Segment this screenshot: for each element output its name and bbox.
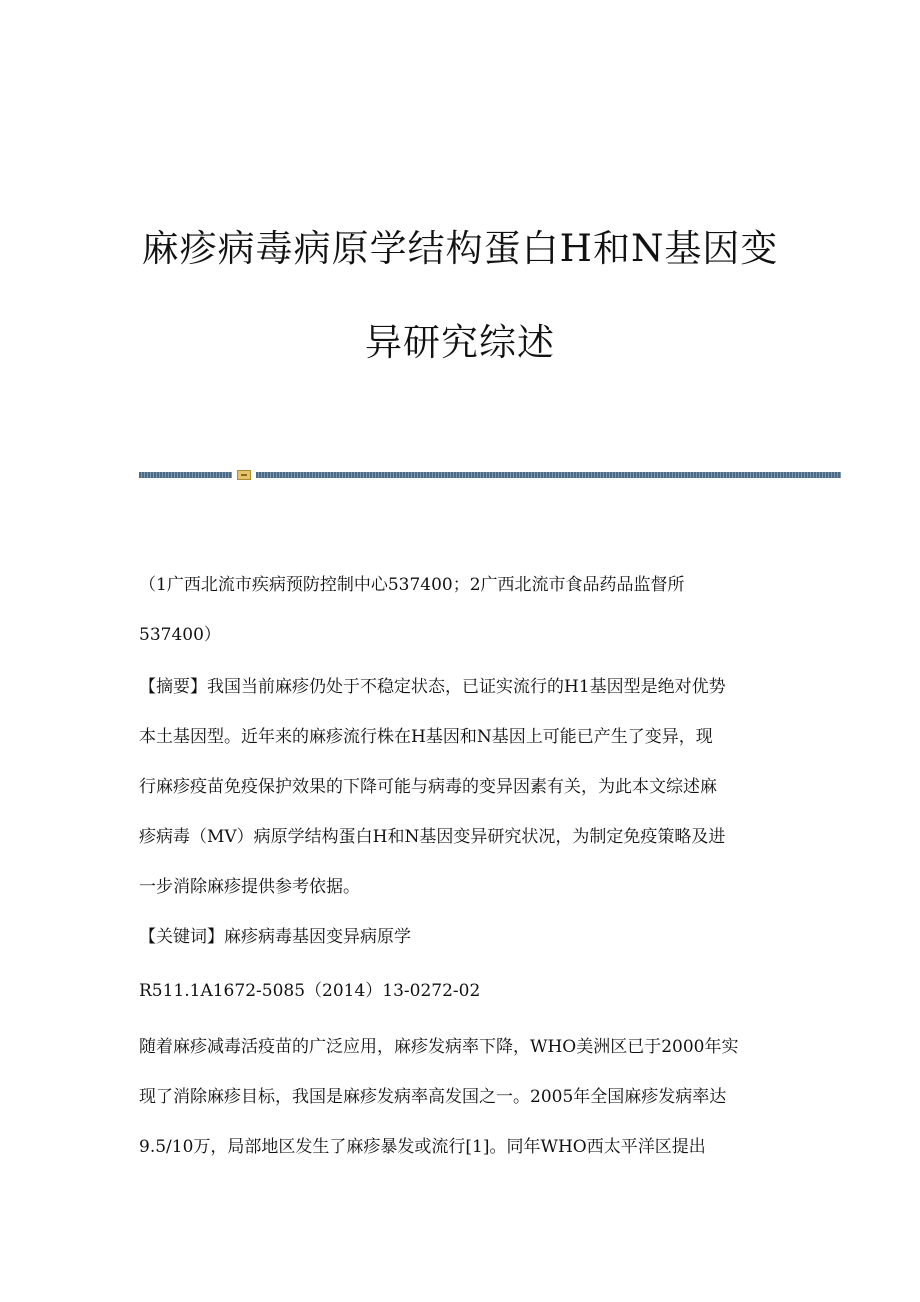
decorative-divider xyxy=(139,470,841,480)
document-title-line-2: 异研究综述 xyxy=(365,321,555,364)
abstract-line: 本土基因型。近年来的麻疹流行株在H基因和N基因上可能已产生了变异，现 xyxy=(139,727,713,747)
body-text-line: 9.5/10万，局部地区发生了麻疹暴发或流行[1]。同年WHO西太平洋区提出 xyxy=(139,1137,706,1157)
document-title-line-1: 麻疹病毒病原学结构蛋白H和N基因变 xyxy=(141,227,779,270)
abstract-line: 疹病毒（MV）病原学结构蛋白H和N基因变异研究状况，为制定免疫策略及进 xyxy=(139,827,726,847)
divider-bar-left xyxy=(139,472,232,478)
abstract-line: 行麻疹疫苗免疫保护效果的下降可能与病毒的变异因素有关，为此本文综述麻 xyxy=(139,777,717,797)
abstract-line: 【摘要】我国当前麻疹仍处于不稳定状态，已证实流行的H1基因型是绝对优势 xyxy=(139,677,726,697)
affiliation-line-2: 537400） xyxy=(139,625,221,645)
body-text-line: 现了消除麻疹目标，我国是麻疹发病率高发国之一。2005年全国麻疹发病率达 xyxy=(139,1087,727,1107)
affiliation-line-1: （1广西北流市疾病预防控制中心537400；2广西北流市食品药品监督所 xyxy=(139,575,685,595)
divider-bar-right xyxy=(256,472,841,478)
classification-code: R511.1A1672-5085（2014）13-0272-02 xyxy=(139,981,481,1001)
keywords-line: 【关键词】麻疹病毒基因变异病原学 xyxy=(139,927,411,947)
abstract-line: 一步消除麻疹提供参考依据。 xyxy=(139,877,360,897)
body-text-line: 随着麻疹减毒活疫苗的广泛应用，麻疹发病率下降，WHO美洲区已于2000年实 xyxy=(139,1037,739,1057)
divider-ornament-icon xyxy=(237,470,251,480)
